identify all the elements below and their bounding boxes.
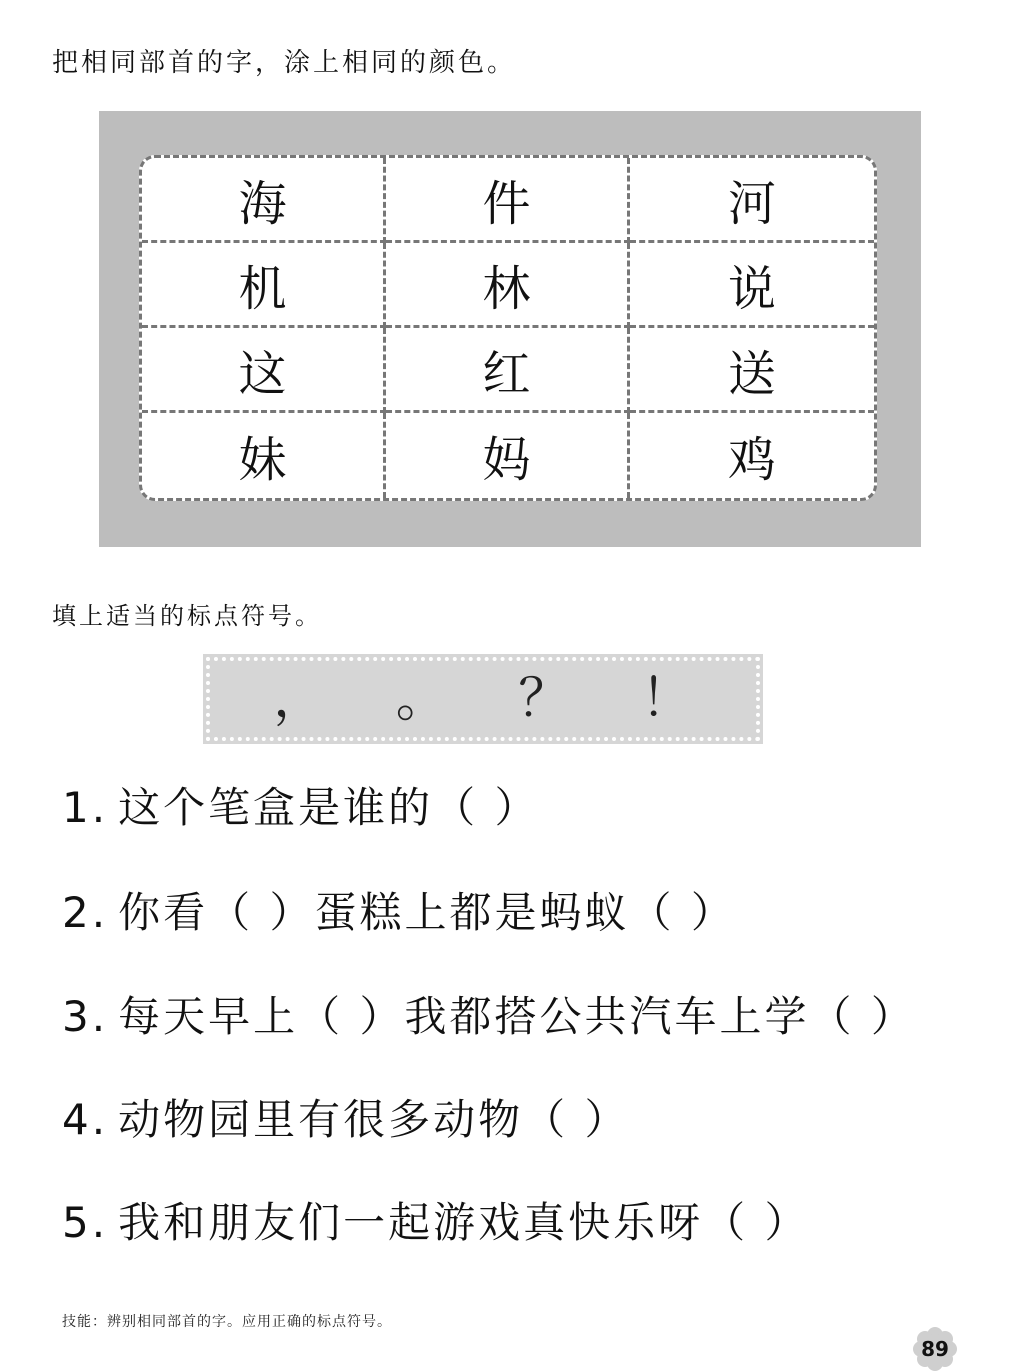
answer-blank[interactable]: （ ） xyxy=(433,783,540,832)
grid-cell-3-1[interactable]: 这 xyxy=(142,328,386,413)
question-text: 每天早上 xyxy=(118,992,299,1041)
grid-cell-1-2[interactable]: 件 xyxy=(386,158,630,243)
grid-cell-1-3[interactable]: 河 xyxy=(630,158,874,243)
question-text: 我和朋友们一起游戏真快乐呀 xyxy=(118,1198,704,1247)
grid-cell-2-1[interactable]: 机 xyxy=(142,243,386,328)
instruction-punctuation: 填上适当的标点符号。 xyxy=(52,602,322,630)
page-number-badge xyxy=(911,1327,959,1371)
question-text: 我都搭公共汽车上学 xyxy=(404,992,810,1041)
question-number: 1. xyxy=(62,783,109,832)
grid-cell-2-2[interactable]: 林 xyxy=(386,243,630,328)
question-2 xyxy=(62,880,736,940)
question-3 xyxy=(62,984,916,1044)
skill-note: 技能：辨别相同部首的字。应用正确的标点符号。 xyxy=(62,1314,392,1330)
punctuation-period: 。 xyxy=(395,669,448,729)
question-number: 2. xyxy=(62,888,109,937)
answer-blank[interactable]: （ ） xyxy=(809,992,916,1041)
question-1 xyxy=(62,775,539,835)
grid-cell-4-1[interactable]: 妹 xyxy=(142,413,386,498)
question-text: 动物园里有很多动物 xyxy=(118,1095,524,1144)
question-5 xyxy=(62,1190,809,1250)
grid-cell-2-3[interactable]: 说 xyxy=(630,243,874,328)
question-4 xyxy=(62,1087,629,1147)
grid-cell-4-2[interactable]: 妈 xyxy=(386,413,630,498)
punctuation-bank xyxy=(206,657,760,741)
question-number: 5. xyxy=(62,1198,109,1247)
answer-blank[interactable]: （ ） xyxy=(298,992,405,1041)
punctuation-question-mark: ？ xyxy=(518,669,571,729)
answer-blank[interactable]: （ ） xyxy=(208,888,315,937)
instruction-color-radicals: 把相同部首的字，涂上相同的颜色。 xyxy=(52,48,517,78)
answer-blank[interactable]: （ ） xyxy=(629,888,736,937)
punctuation-exclamation-mark: ！ xyxy=(640,669,693,729)
answer-blank[interactable]: （ ） xyxy=(523,1095,630,1144)
grid-cell-1-1[interactable]: 海 xyxy=(142,158,386,243)
question-text: 这个笔盒是谁的 xyxy=(118,783,434,832)
grid-cell-3-2[interactable]: 红 xyxy=(386,328,630,413)
grid-cell-3-3[interactable]: 送 xyxy=(630,328,874,413)
question-number: 4. xyxy=(62,1095,109,1144)
character-grid xyxy=(139,155,877,501)
question-text: 你看 xyxy=(118,888,209,937)
grid-cell-4-3[interactable]: 鸡 xyxy=(727,432,776,488)
question-text: 蛋糕上都是蚂蚁 xyxy=(314,888,630,937)
character-grid-frame xyxy=(99,111,921,547)
punctuation-comma: ， xyxy=(273,669,326,729)
question-number: 3. xyxy=(62,992,109,1041)
page-number: 89 xyxy=(921,1337,949,1361)
answer-blank[interactable]: （ ） xyxy=(703,1198,810,1247)
